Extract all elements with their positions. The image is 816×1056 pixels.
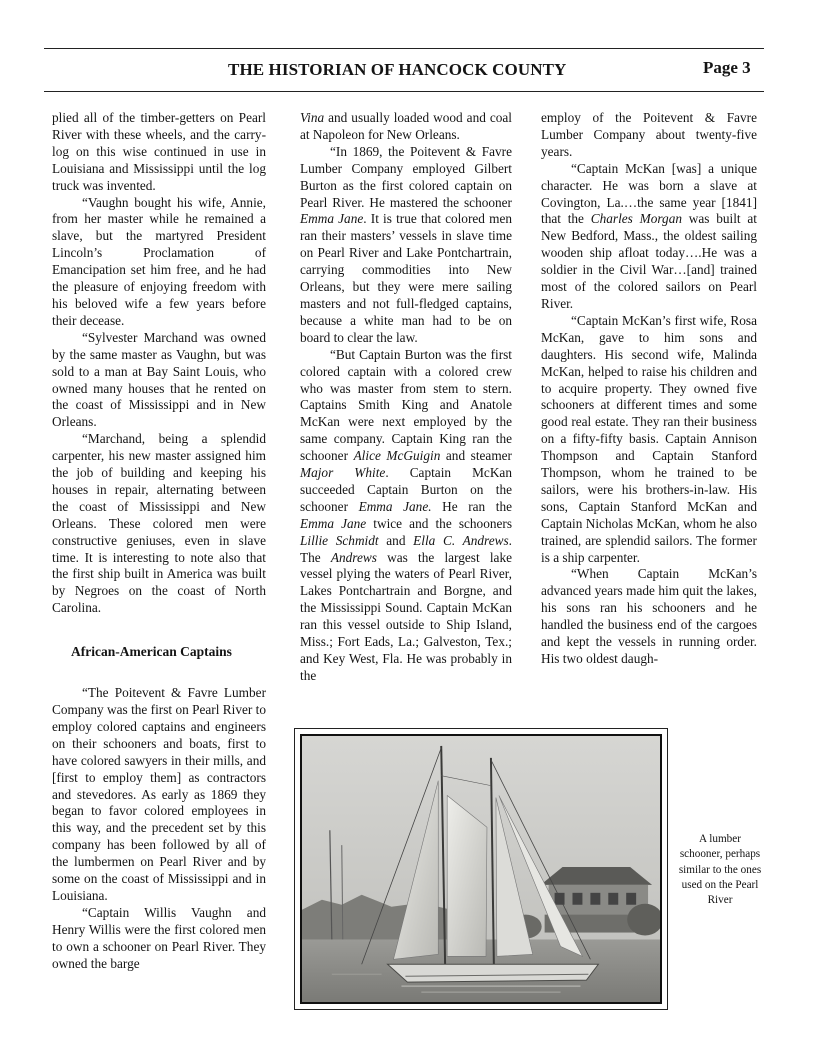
schooner-illustration <box>302 736 660 1002</box>
paragraph <box>300 144 512 347</box>
text-column-3 <box>541 110 757 668</box>
schooner-photo <box>300 734 662 1004</box>
vessel-name: Emma Jane <box>300 211 364 227</box>
paragraph: “Marchand, being a splendid carpenter, his new master assigned him the job of building and keeping his houses in repair, alternating between the coast of Mississippi and New Orleans. These colored men were constructive geniuses, even in slave time. It is interesting to note also that the first ship built in America was built by Negroes on the coast of North Carolina. <box>52 431 266 616</box>
text-column-2 <box>300 110 512 685</box>
vessel-name: Ella C. Andrews <box>413 532 509 548</box>
vessel-name: Emma Jane <box>300 515 367 531</box>
paragraph: “The Poitevent & Favre Lumber Company was the first on Pearl River to employ colored captains and engineers on their schooners and boats, first to have colored sawyers in their mills, and [first to employ them] as contractors and stevedores. As early as 1869 they began to favor colored employees in this way, and the precedent set by this company has been followed by all of the lumbermen on Pearl River and by some on the coast of Mississippi and in Louisiana. <box>52 685 266 903</box>
paragraph-text: and steamer <box>440 448 512 464</box>
paragraph-text: “In 1869, the Poitevent & Favre Lumber Company employed Gilbert Burton as the first colored captain on Pearl River. He mastered the schooner <box>300 143 512 210</box>
paragraph: “Sylvester Marchand was owned by the same master as Vaughn, but was sold to a man at Bay Saint Louis, who owned many houses that he rented on the coast of Mississippi and in New Orleans. <box>52 329 266 430</box>
paragraph-text: He ran the <box>431 498 513 514</box>
paragraph: employ of the Poitevent & Favre Lumber Company about twenty-five years. <box>541 110 757 159</box>
page-number: Page 3 <box>703 58 751 77</box>
vessel-name: Andrews <box>330 549 377 565</box>
paragraph <box>300 347 512 685</box>
text-column-1 <box>52 110 266 973</box>
vessel-name: Vina <box>300 110 325 125</box>
paragraph-text: and usually loaded wood and coal at Napoleon for New Orleans. <box>300 110 512 142</box>
paragraph-text: was built at New Bedford, Mass., the oldest sailing wooden ship afloat today….He was a soldier in the Civil War…[and] trained most of the colored sailors on Pearl River. <box>541 211 757 311</box>
paragraph: “Captain Willis Vaughn and Henry Willis were the first colored men to own a schooner on Pearl River. They owned the barge <box>52 904 266 971</box>
paragraph-text: “But Captain Burton was the first colored captain with a colored crew who was master from stem to stern. Captains Smith King and Anatole McKan were next employed by the same company. Captain King ran the schooner <box>300 346 512 464</box>
vessel-name: Major White <box>300 465 386 481</box>
photo-caption: A lumber schooner, perhaps similar to the ones used on the Pearl River <box>678 833 762 907</box>
paragraph <box>541 161 757 313</box>
paragraph-text: was the largest lake vessel plying the waters of Pearl River, Lakes Pontchartrain and Borgne, and the Mississippi Sound. Captain McKan ran this vessel outside to Ship Island, Miss.; Fort Eads, La.; Galveston, Tex.; and Key West, Fla. He was probably in the <box>300 549 512 683</box>
section-heading: African-American Captains <box>71 644 232 660</box>
schooner-hull <box>388 964 599 982</box>
paragraph: “Captain McKan’s first wife, Rosa McKan, gave to him sons and daughters. His second wife, Malinda McKan, helped to raise his children and to acquire property. They owned five schooners at different times and some good real estate. They ran their business on a fifty-fifty basis. Captain Annison Thompson and Captain Stanford Thompson, whom he trained to be sailors, were his brothers-in-law. His sons, Captain Stanford McKan and Captain Nicholas McKan, whom he also trained, are splendid sailors. The former is a ship carpenter. <box>541 312 757 565</box>
paragraph-text: . Captain McKan succeeded Captain Burton on the schooner <box>300 465 512 514</box>
paragraph: “When Captain McKan’s advanced years made him quit the lakes, his sons ran his schooners and he handled the business end of the cargoes and kept the vessels in running order. His two oldest daugh- <box>541 566 757 666</box>
vessel-name: Charles Morgan <box>590 211 682 227</box>
paragraph-text: and <box>378 532 414 548</box>
paragraph-text: . It is true that colored men ran their masters’ vessels in slave time on Pearl River and Lake Pontchartrain, carrying commodities into New Orleans, but they were mere sailing masters and not full-fledged captains, because a white man had to be on board to clear the law. <box>300 211 513 345</box>
paragraph-text: twice and the schooners <box>366 515 512 531</box>
paragraph-text: “Captain McKan [was] a unique character. He was born a slave at Covington, La.…the same year [1841] that the <box>541 160 757 227</box>
journal-title: THE HISTORIAN OF HANCOCK COUNTY <box>228 60 567 79</box>
vessel-name: Alice McGuigin <box>353 448 441 464</box>
schooner-photo-frame <box>294 728 668 1010</box>
paragraph: plied all of the timber-getters on Pearl River with these wheels, and the carry-log on this wise continued in use in Louisiana and Mississippi until the log truck was invented. <box>52 110 266 193</box>
vessel-name: Emma Jane. <box>358 498 432 514</box>
header-rule-bottom <box>44 91 764 92</box>
paragraph-text: . The <box>300 532 512 565</box>
paragraph: “Vaughn bought his wife, Annie, from her master while he remained a slave, but the martyred President Lincoln’s Proclamation of Emancipation set him free, and he had the pleasure of enjoying freedom with his beloved wife a few years before their decease. <box>52 194 266 328</box>
vessel-name: Lillie Schmidt <box>300 532 379 548</box>
header-rule-top <box>44 48 764 49</box>
paragraph <box>300 110 512 144</box>
